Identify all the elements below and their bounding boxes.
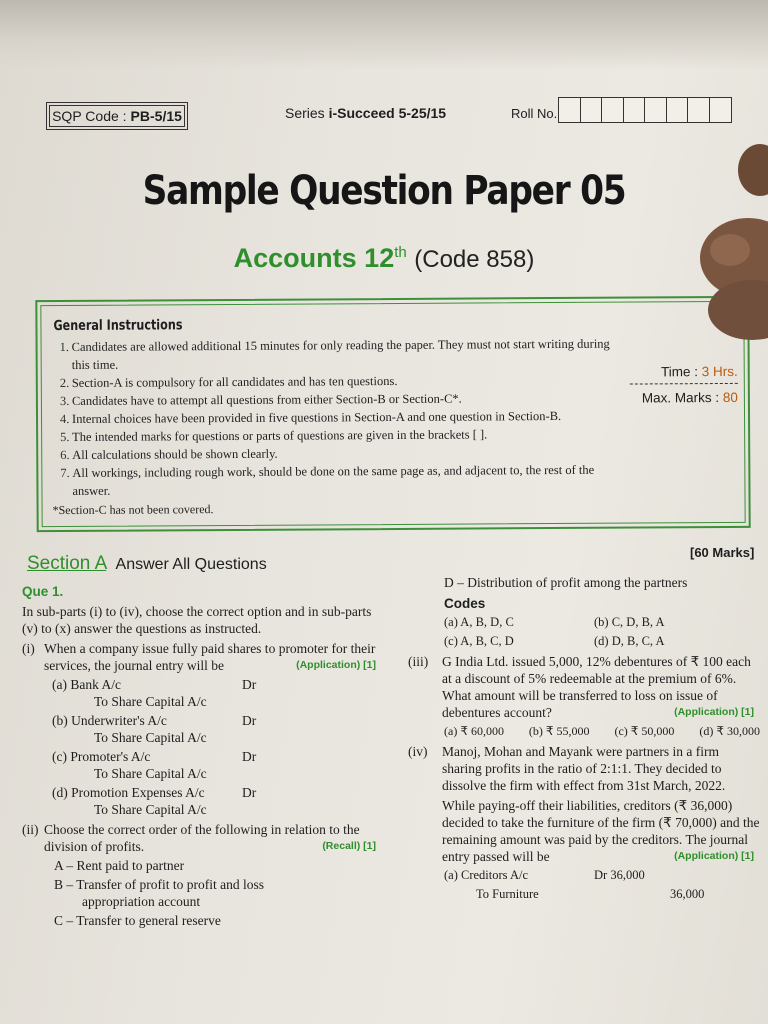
code-option: (a) A, B, D, C [444, 615, 514, 629]
left-column [22, 583, 382, 929]
order-item-c: C – Transfer to general reserve [54, 913, 221, 928]
marks-line [630, 390, 738, 406]
subject-title [0, 243, 768, 274]
section-a-marks: [60 Marks] [690, 545, 755, 560]
question-intro: In sub-parts (i) to (iv), choose the correct option and in sub-parts (v) to (x) answer the questions as instructed. [22, 604, 372, 636]
series-value: i-Succeed 5-25/15 [328, 105, 447, 121]
option-a-sub: To Share Capital A/c [94, 694, 207, 709]
sqp-code-box [46, 102, 188, 130]
answer-options [408, 723, 760, 740]
roll-no-box [644, 97, 667, 123]
section-a-heading [27, 553, 267, 575]
answer-option: (a) ₹ 60,000 [444, 724, 504, 738]
option-a: (a) Bank A/c Dr [52, 677, 257, 692]
instructions-note: *Section-C has not been covered. [52, 502, 214, 518]
journal-debit: (a) Creditors A/c [444, 868, 529, 882]
sub-question-iv-cont [408, 797, 760, 865]
question-tag: (Application) [1] [674, 706, 754, 718]
hand-fingers [698, 130, 768, 350]
section-a-desc: Answer All Questions [115, 556, 267, 573]
option-c-sub: To Share Capital A/c [94, 766, 207, 781]
instruction-item: 7. All workings, including rough work, should be done on the same page as, and adjacent to, the rest of the answer. [60, 462, 595, 498]
journal-debit-amount: Dr 36,000 [594, 868, 645, 882]
code-option: (d) D, B, C, A [594, 634, 665, 648]
roll-no-label: Roll No. [511, 106, 558, 121]
journal-entry-row [408, 867, 760, 884]
instruction-item: 4. Internal choices have been provided in five questions in Section-A and one question in Section-B. [59, 408, 562, 427]
journal-credit-row [408, 886, 760, 903]
right-column [408, 572, 760, 903]
roll-no-box [687, 97, 710, 123]
sub-question-number: (iii) [408, 654, 429, 669]
roll-no-box [709, 97, 732, 123]
answer-option: (d) ₹ 30,000 [699, 724, 760, 738]
roll-no-box [558, 97, 581, 123]
series-info [285, 105, 446, 121]
sub-question-number: (i) [22, 641, 35, 656]
sub-question-text: While paying-off their liabilities, creditors (₹ 36,000) decided to take the furniture of the firm (₹ 70,000) and the remaining amount was paid by the creditors. The journal entry passed will be (Application) [1] [442, 798, 760, 864]
time-line [630, 364, 738, 380]
instruction-item: 5. The intended marks for questions or parts of questions are given in the brackets [ ]. [60, 427, 488, 445]
sqp-code-label: SQP Code : [52, 108, 127, 124]
question-tag: (Application) [1] [674, 850, 754, 862]
question-tag: (Application) [1] [296, 659, 376, 671]
instruction-item: 6. All calculations should be shown clearly. [60, 446, 278, 463]
subject-name: Accounts 12 [233, 243, 395, 273]
question-tag: (Recall) [1] [322, 840, 376, 852]
codes-grid [408, 614, 760, 650]
time-divider [630, 383, 738, 385]
general-instructions-box [35, 296, 750, 532]
question-label: Que 1. [22, 584, 64, 599]
time-label: Time : [660, 364, 699, 380]
series-label: Series [285, 105, 325, 121]
sub-question-iv [408, 743, 760, 794]
section-a-label: Section A [27, 553, 107, 574]
order-item-d: D – Distribution of profit among the partners [444, 575, 688, 590]
subject-code: (Code 858) [414, 246, 535, 273]
sub-question-number: (ii) [22, 822, 39, 837]
option-b-sub: To Share Capital A/c [94, 730, 207, 745]
roll-no-box [580, 97, 603, 123]
instructions-heading: General Instructions [53, 317, 183, 335]
sub-question-i [22, 640, 382, 674]
roll-no-box [666, 97, 689, 123]
sub-question-text: Manoj, Mohan and Mayank were partners in a firm sharing profits in the ratio of 2:1:1. They decided to dissolve the firm with effect from 31st March, 2022. [442, 744, 726, 793]
journal-credit: To Furniture [476, 887, 539, 901]
instructions-list [60, 335, 621, 500]
code-option: (c) A, B, C, D [444, 634, 514, 648]
option-d: (d) Promotion Expenses A/c Dr [52, 785, 257, 800]
roll-no-boxes [558, 97, 730, 123]
codes-label: Codes [444, 596, 486, 611]
page-top-edge [0, 0, 768, 70]
sub-question-text: When a company issue fully paid shares to promoter for their services, the journal entry will be (Application) [1] [44, 641, 376, 673]
answer-option: (b) ₹ 55,000 [528, 724, 590, 738]
sub-question-text: Choose the correct order of the following in relation to the division of profits. (Recall) [1] [44, 822, 376, 854]
instruction-item: 3. Candidates have to attempt all questions from either Section-B or Section-C*. [59, 391, 462, 409]
journal-credit-amount: 36,000 [670, 887, 705, 901]
option-c: (c) Promoter's A/c Dr [52, 749, 257, 764]
max-marks-value: 80 [722, 389, 738, 405]
code-option: (b) C, D, B, A [594, 615, 665, 629]
subject-sup: th [394, 244, 407, 261]
option-d-sub: To Share Capital A/c [94, 802, 207, 817]
time-marks-block [630, 364, 738, 406]
sub-question-ii [22, 821, 382, 855]
order-item-a: A – Rent paid to partner [54, 858, 185, 873]
sqp-code-value: PB-5/15 [130, 108, 182, 124]
time-value: 3 Hrs. [701, 363, 738, 380]
roll-no-box [623, 97, 646, 123]
sub-question-text: G India Ltd. issued 5,000, 12% debentures of ₹ 100 each at a discount of 5% redeemable at the premium of 6%. What amount will be transferred to loss on issue of debentures account? (Application) [1] [442, 654, 754, 720]
instruction-item: 1. Candidates are allowed additional 15 minutes for only reading the paper. They must not start writing during this time. [59, 336, 610, 372]
page-title: Sample Question Paper 05 [142, 168, 626, 214]
sub-question-iii [408, 653, 760, 721]
roll-no-box [601, 97, 624, 123]
sub-question-number: (iv) [408, 744, 428, 759]
instruction-item: 2. Section-A is compulsory for all candidates and has ten questions. [59, 373, 398, 391]
order-item-b: B – Transfer of profit to profit and loss appropriation account [54, 877, 264, 909]
answer-option: (c) ₹ 50,000 [614, 724, 675, 738]
option-b: (b) Underwriter's A/c Dr [52, 713, 257, 728]
max-marks-label: Max. Marks : [641, 390, 720, 406]
